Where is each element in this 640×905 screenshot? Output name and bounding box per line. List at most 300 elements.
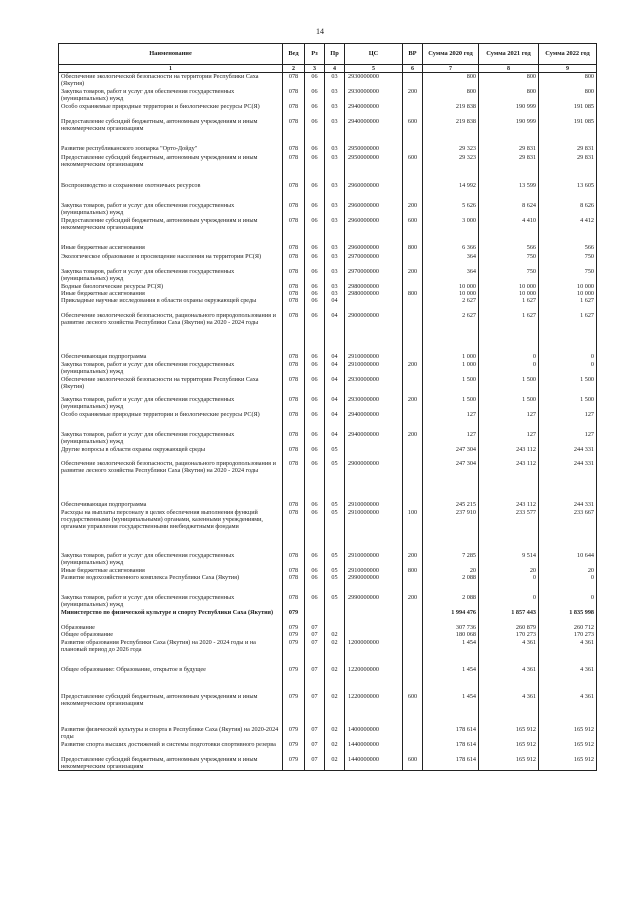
row-sum-2022: 0 xyxy=(539,594,597,609)
row-sum-2021: 20 xyxy=(479,567,539,574)
row-ved: 078 xyxy=(283,297,305,312)
row-cs: 1440000000 xyxy=(345,756,403,771)
row-cs: 2990000000 xyxy=(345,574,403,594)
row-rz: 06 xyxy=(305,446,325,460)
row-sum-2022: 1 835 998 xyxy=(539,609,597,624)
row-sum-2022: 244 331 xyxy=(539,501,597,509)
row-pr: 02 xyxy=(325,639,345,666)
row-pr xyxy=(325,624,345,631)
table-row xyxy=(59,552,597,567)
header-cs: ЦС xyxy=(345,44,403,65)
row-vr: 200 xyxy=(403,268,423,283)
row-vr xyxy=(403,376,423,396)
row-sum-2020: 307 736 xyxy=(423,624,479,631)
row-pr: 02 xyxy=(325,693,345,726)
row-pr: 03 xyxy=(325,290,345,297)
table-row xyxy=(59,290,597,297)
row-vr xyxy=(403,726,423,741)
row-sum-2020: 1 454 xyxy=(423,693,479,726)
row-vr xyxy=(403,741,423,756)
row-name: Особо охраняемые природные территории и биологические ресурсы РС(Я) xyxy=(59,411,283,431)
row-name: Обеспечивающая подпрограмма xyxy=(59,353,283,361)
row-ved: 078 xyxy=(283,567,305,574)
row-vr xyxy=(403,411,423,431)
row-sum-2022: 10 000 xyxy=(539,290,597,297)
row-name: Обеспечение экологической безопасности, рационального природопользования и развитие лесного хозяйства Республики Саха (Якутия) на 2020 - 2024 годы xyxy=(59,460,283,501)
row-sum-2021: 233 577 xyxy=(479,509,539,552)
row-cs: 2900000000 xyxy=(345,312,403,353)
row-rz: 06 xyxy=(305,118,325,145)
row-sum-2020: 127 xyxy=(423,411,479,431)
row-name: Другие вопросы в области охраны окружающей среды xyxy=(59,446,283,460)
row-name: Общее образование: Образование, открытое в будущее xyxy=(59,666,283,693)
row-sum-2020: 20 xyxy=(423,567,479,574)
row-cs: 2910000000 xyxy=(345,361,403,376)
row-sum-2020: 247 304 xyxy=(423,460,479,501)
header-sum-2021: Сумма 2021 год xyxy=(479,44,539,65)
row-cs: 2980000000 xyxy=(345,290,403,297)
row-sum-2021: 10 000 xyxy=(479,290,539,297)
row-name: Предоставление субсидий бюджетным, автономным учреждениям и иным некоммерческим организациям xyxy=(59,118,283,145)
row-name: Образование xyxy=(59,624,283,631)
row-sum-2022: 191 085 xyxy=(539,103,597,118)
row-ved: 078 xyxy=(283,145,305,154)
row-ved: 079 xyxy=(283,666,305,693)
row-rz: 07 xyxy=(305,666,325,693)
table-row xyxy=(59,145,597,154)
row-name: Закупка товаров, работ и услуг для обеспечения государственных (муниципальных) нужд xyxy=(59,268,283,283)
row-sum-2020: 2 088 xyxy=(423,574,479,594)
table-row xyxy=(59,202,597,217)
row-vr xyxy=(403,666,423,693)
row-cs: 1400000000 xyxy=(345,726,403,741)
row-sum-2022: 20 xyxy=(539,567,597,574)
row-pr: 03 xyxy=(325,88,345,103)
column-index: 9 xyxy=(539,65,597,73)
row-name: Закупка товаров, работ и услуг для обеспечения государственных (муниципальных) нужд xyxy=(59,552,283,567)
row-sum-2020: 364 xyxy=(423,268,479,283)
row-sum-2022: 566 xyxy=(539,244,597,253)
row-sum-2022: 165 912 xyxy=(539,741,597,756)
row-sum-2021: 190 999 xyxy=(479,118,539,145)
table-row xyxy=(59,609,597,624)
row-rz: 06 xyxy=(305,103,325,118)
row-cs: 2980000000 xyxy=(345,283,403,290)
row-ved: 078 xyxy=(283,361,305,376)
row-sum-2020: 245 215 xyxy=(423,501,479,509)
row-ved: 079 xyxy=(283,693,305,726)
row-pr: 02 xyxy=(325,741,345,756)
row-vr xyxy=(403,353,423,361)
row-ved: 078 xyxy=(283,446,305,460)
row-name: Обеспечивающая подпрограмма xyxy=(59,501,283,509)
row-cs: 2910000000 xyxy=(345,509,403,552)
row-cs: 2930000000 xyxy=(345,396,403,411)
row-rz: 06 xyxy=(305,253,325,268)
row-name: Развитие физической культуры и спорта в Республике Саха (Якутия) на 2020-2024 годы xyxy=(59,726,283,741)
row-vr xyxy=(403,639,423,666)
row-sum-2021: 260 879 xyxy=(479,624,539,631)
header-pr: Пр xyxy=(325,44,345,65)
row-name: Иные бюджетные ассигнования xyxy=(59,244,283,253)
row-pr: 02 xyxy=(325,726,345,741)
row-pr: 02 xyxy=(325,631,345,638)
budget-table xyxy=(58,43,597,771)
row-name: Закупка товаров, работ и услуг для обеспечения государственных (муниципальных) нужд xyxy=(59,396,283,411)
row-name: Воспроизводство и сохранение охотничьих ресурсов xyxy=(59,182,283,202)
row-ved: 078 xyxy=(283,290,305,297)
row-ved: 078 xyxy=(283,552,305,567)
row-rz: 06 xyxy=(305,552,325,567)
row-vr xyxy=(403,460,423,501)
row-vr: 100 xyxy=(403,509,423,552)
row-pr: 04 xyxy=(325,312,345,353)
row-rz: 06 xyxy=(305,431,325,446)
row-sum-2021: 190 999 xyxy=(479,103,539,118)
table-row xyxy=(59,693,597,726)
row-sum-2022: 1 627 xyxy=(539,312,597,353)
row-pr: 03 xyxy=(325,103,345,118)
page-number: 14 xyxy=(316,27,324,36)
row-cs: 2930000000 xyxy=(345,73,403,88)
row-cs: 2910000000 xyxy=(345,353,403,361)
row-cs: 2960000000 xyxy=(345,202,403,217)
row-vr xyxy=(403,283,423,290)
row-cs: 2940000000 xyxy=(345,431,403,446)
row-cs xyxy=(345,609,403,624)
row-rz: 06 xyxy=(305,154,325,182)
table-row xyxy=(59,73,597,88)
row-cs xyxy=(345,624,403,631)
row-sum-2021: 170 273 xyxy=(479,631,539,638)
row-cs: 2990000000 xyxy=(345,594,403,609)
table-row xyxy=(59,297,597,312)
row-ved: 079 xyxy=(283,756,305,771)
table-row xyxy=(59,182,597,202)
row-sum-2021: 29 831 xyxy=(479,145,539,154)
table-row xyxy=(59,154,597,182)
row-sum-2021: 4 361 xyxy=(479,693,539,726)
row-name: Закупка товаров, работ и услуг для обеспечения государственных (муниципальных) нужд xyxy=(59,431,283,446)
row-sum-2020: 2 627 xyxy=(423,297,479,312)
table-row xyxy=(59,244,597,253)
row-sum-2022: 10 000 xyxy=(539,283,597,290)
row-sum-2020: 800 xyxy=(423,88,479,103)
row-rz: 06 xyxy=(305,73,325,88)
row-sum-2021: 0 xyxy=(479,574,539,594)
row-sum-2022: 750 xyxy=(539,253,597,268)
row-pr xyxy=(325,609,345,624)
row-ved: 078 xyxy=(283,253,305,268)
row-cs: 2910000000 xyxy=(345,501,403,509)
row-ved: 078 xyxy=(283,501,305,509)
row-sum-2022: 4 361 xyxy=(539,639,597,666)
table-row xyxy=(59,376,597,396)
row-sum-2021: 127 xyxy=(479,411,539,431)
header-sum-2020: Сумма 2020 год xyxy=(423,44,479,65)
row-sum-2020: 247 304 xyxy=(423,446,479,460)
column-index: 1 xyxy=(59,65,283,73)
row-rz: 06 xyxy=(305,312,325,353)
table-row xyxy=(59,446,597,460)
row-sum-2021: 243 112 xyxy=(479,460,539,501)
row-name: Расходы на выплаты персоналу в целях обеспечения выполнения функций государственными (муниципальными) органами, казенными учреждениями, органами управления государственными внебюджетными фондами xyxy=(59,509,283,552)
row-vr: 200 xyxy=(403,88,423,103)
row-pr: 05 xyxy=(325,509,345,552)
row-ved: 078 xyxy=(283,411,305,431)
row-vr: 200 xyxy=(403,594,423,609)
row-vr xyxy=(403,624,423,631)
row-sum-2021: 1 500 xyxy=(479,396,539,411)
row-sum-2022: 1 500 xyxy=(539,376,597,396)
row-sum-2022: 165 912 xyxy=(539,756,597,771)
row-vr: 200 xyxy=(403,202,423,217)
row-rz: 06 xyxy=(305,268,325,283)
row-sum-2020: 800 xyxy=(423,73,479,88)
column-index: 8 xyxy=(479,65,539,73)
row-ved: 078 xyxy=(283,154,305,182)
row-cs: 2910000000 xyxy=(345,567,403,574)
row-pr: 02 xyxy=(325,756,345,771)
row-rz: 06 xyxy=(305,182,325,202)
row-sum-2021: 243 112 xyxy=(479,501,539,509)
row-cs: 2970000000 xyxy=(345,253,403,268)
column-index: 4 xyxy=(325,65,345,73)
row-vr: 600 xyxy=(403,118,423,145)
row-vr xyxy=(403,609,423,624)
row-rz: 06 xyxy=(305,217,325,244)
row-sum-2022: 191 085 xyxy=(539,118,597,145)
row-name: Предоставление субсидий бюджетным, автономным учреждениям и иным некоммерческим организациям xyxy=(59,693,283,726)
row-rz: 06 xyxy=(305,376,325,396)
row-vr xyxy=(403,103,423,118)
row-pr: 03 xyxy=(325,268,345,283)
row-sum-2022: 4 412 xyxy=(539,217,597,244)
row-sum-2021: 566 xyxy=(479,244,539,253)
row-ved: 078 xyxy=(283,73,305,88)
table-row xyxy=(59,666,597,693)
row-rz: 06 xyxy=(305,460,325,501)
row-rz: 06 xyxy=(305,509,325,552)
row-sum-2022: 165 912 xyxy=(539,726,597,741)
row-sum-2022: 244 331 xyxy=(539,446,597,460)
row-cs: 2960000000 xyxy=(345,217,403,244)
row-ved: 078 xyxy=(283,574,305,594)
table-row xyxy=(59,396,597,411)
row-sum-2021: 0 xyxy=(479,353,539,361)
table-row xyxy=(59,594,597,609)
row-rz: 06 xyxy=(305,361,325,376)
table-row xyxy=(59,624,597,631)
row-sum-2022: 233 667 xyxy=(539,509,597,552)
row-name: Иные бюджетные ассигнования xyxy=(59,290,283,297)
row-vr xyxy=(403,574,423,594)
row-sum-2021: 800 xyxy=(479,88,539,103)
row-cs: 2900000000 xyxy=(345,460,403,501)
row-rz: 07 xyxy=(305,624,325,631)
row-sum-2020: 178 614 xyxy=(423,756,479,771)
row-name: Развитие спорта высших достижений и системы подготовки спортивного резерва xyxy=(59,741,283,756)
row-sum-2020: 3 000 xyxy=(423,217,479,244)
row-pr: 03 xyxy=(325,253,345,268)
table-row xyxy=(59,431,597,446)
table-row xyxy=(59,567,597,574)
row-cs: 2910000000 xyxy=(345,552,403,567)
row-ved: 079 xyxy=(283,726,305,741)
table-row xyxy=(59,756,597,771)
row-sum-2020: 1 454 xyxy=(423,666,479,693)
row-cs: 2950000000 xyxy=(345,145,403,154)
row-name: Предоставление субсидий бюджетным, автономным учреждениям и иным некоммерческим организациям xyxy=(59,756,283,771)
row-pr: 03 xyxy=(325,154,345,182)
row-cs: 2960000000 xyxy=(345,244,403,253)
header-sum-2022: Сумма 2022 год xyxy=(539,44,597,65)
row-ved: 078 xyxy=(283,103,305,118)
row-sum-2021: 4 361 xyxy=(479,639,539,666)
row-vr xyxy=(403,297,423,312)
row-pr: 04 xyxy=(325,353,345,361)
row-sum-2022: 0 xyxy=(539,353,597,361)
header-vr: ВР xyxy=(403,44,423,65)
row-rz: 06 xyxy=(305,353,325,361)
row-ved: 079 xyxy=(283,624,305,631)
row-name: Закупка товаров, работ и услуг для обеспечения государственных (муниципальных) нужд xyxy=(59,88,283,103)
column-index-row xyxy=(59,65,597,73)
row-name: Развитие республиканского зоопарка "Орто-Дойду" xyxy=(59,145,283,154)
row-sum-2020: 219 838 xyxy=(423,118,479,145)
row-name: Обеспечение экологической безопасности на территории Республики Саха (Якутия) xyxy=(59,73,283,88)
row-vr xyxy=(403,253,423,268)
row-sum-2021: 165 912 xyxy=(479,726,539,741)
row-sum-2021: 1 500 xyxy=(479,376,539,396)
row-sum-2022: 1 500 xyxy=(539,396,597,411)
row-cs: 1220000000 xyxy=(345,693,403,726)
row-sum-2022: 1 627 xyxy=(539,297,597,312)
row-name: Развитие образования Республики Саха (Якутия) на 2020 - 2024 годы и на плановый период до 2026 года xyxy=(59,639,283,666)
row-name: Особо охраняемые природные территории и биологические ресурсы РС(Я) xyxy=(59,103,283,118)
table-row xyxy=(59,361,597,376)
row-sum-2022: 800 xyxy=(539,88,597,103)
row-sum-2022: 13 605 xyxy=(539,182,597,202)
table-row xyxy=(59,118,597,145)
row-pr: 05 xyxy=(325,594,345,609)
row-rz: 07 xyxy=(305,726,325,741)
row-pr: 03 xyxy=(325,145,345,154)
row-ved: 078 xyxy=(283,376,305,396)
row-ved: 078 xyxy=(283,118,305,145)
table-row xyxy=(59,460,597,501)
table-header-row xyxy=(59,44,597,65)
column-index: 5 xyxy=(345,65,403,73)
row-pr: 04 xyxy=(325,376,345,396)
row-sum-2021: 29 831 xyxy=(479,154,539,182)
column-index: 6 xyxy=(403,65,423,73)
row-sum-2021: 4 410 xyxy=(479,217,539,244)
table-row xyxy=(59,217,597,244)
row-rz: 06 xyxy=(305,297,325,312)
row-sum-2022: 170 273 xyxy=(539,631,597,638)
table-row xyxy=(59,726,597,741)
column-index: 7 xyxy=(423,65,479,73)
column-index: 3 xyxy=(305,65,325,73)
row-vr: 800 xyxy=(403,567,423,574)
row-sum-2020: 6 366 xyxy=(423,244,479,253)
row-cs: 1200000000 xyxy=(345,639,403,666)
row-ved: 078 xyxy=(283,182,305,202)
row-sum-2020: 1 500 xyxy=(423,376,479,396)
row-cs: 2940000000 xyxy=(345,103,403,118)
row-sum-2021: 750 xyxy=(479,253,539,268)
row-sum-2022: 29 831 xyxy=(539,145,597,154)
row-pr: 03 xyxy=(325,118,345,145)
row-vr: 200 xyxy=(403,552,423,567)
row-vr: 600 xyxy=(403,693,423,726)
row-rz: 06 xyxy=(305,567,325,574)
row-cs: 2950000000 xyxy=(345,154,403,182)
row-pr: 03 xyxy=(325,182,345,202)
table-row xyxy=(59,283,597,290)
row-pr: 04 xyxy=(325,297,345,312)
row-pr: 05 xyxy=(325,567,345,574)
row-name: Развитие водохозяйственного комплекса Республики Саха (Якутия) xyxy=(59,574,283,594)
row-sum-2020: 10 000 xyxy=(423,290,479,297)
row-pr: 03 xyxy=(325,202,345,217)
row-sum-2021: 0 xyxy=(479,594,539,609)
table-body xyxy=(59,73,597,771)
row-sum-2020: 364 xyxy=(423,253,479,268)
row-rz: 07 xyxy=(305,741,325,756)
row-sum-2021: 127 xyxy=(479,431,539,446)
row-vr: 200 xyxy=(403,431,423,446)
row-pr: 05 xyxy=(325,552,345,567)
row-vr xyxy=(403,73,423,88)
row-sum-2021: 165 912 xyxy=(479,741,539,756)
row-rz: 06 xyxy=(305,501,325,509)
row-name: Предоставление субсидий бюджетным, автономным учреждениям и иным некоммерческим организациям xyxy=(59,154,283,182)
row-sum-2021: 8 624 xyxy=(479,202,539,217)
row-cs: 1440000000 xyxy=(345,741,403,756)
row-ved: 078 xyxy=(283,431,305,446)
row-ved: 078 xyxy=(283,283,305,290)
row-name: Экологическое образование и просвещение населения на территории РС(Я) xyxy=(59,253,283,268)
row-ved: 078 xyxy=(283,509,305,552)
table-row xyxy=(59,268,597,283)
row-rz: 06 xyxy=(305,88,325,103)
row-cs: 1220000000 xyxy=(345,666,403,693)
row-sum-2021: 243 112 xyxy=(479,446,539,460)
table-row xyxy=(59,501,597,509)
row-ved: 079 xyxy=(283,741,305,756)
row-sum-2022: 29 831 xyxy=(539,154,597,182)
row-cs: 2970000000 xyxy=(345,268,403,283)
row-ved: 078 xyxy=(283,202,305,217)
row-rz: 06 xyxy=(305,594,325,609)
row-ved: 078 xyxy=(283,217,305,244)
column-index: 2 xyxy=(283,65,305,73)
row-ved: 078 xyxy=(283,460,305,501)
row-pr: 04 xyxy=(325,411,345,431)
row-rz: 06 xyxy=(305,202,325,217)
row-pr: 03 xyxy=(325,73,345,88)
row-sum-2022: 127 xyxy=(539,411,597,431)
row-pr: 04 xyxy=(325,361,345,376)
row-sum-2022: 8 626 xyxy=(539,202,597,217)
row-sum-2022: 800 xyxy=(539,73,597,88)
table-row xyxy=(59,88,597,103)
row-pr: 05 xyxy=(325,501,345,509)
row-ved: 078 xyxy=(283,244,305,253)
row-sum-2020: 178 614 xyxy=(423,726,479,741)
